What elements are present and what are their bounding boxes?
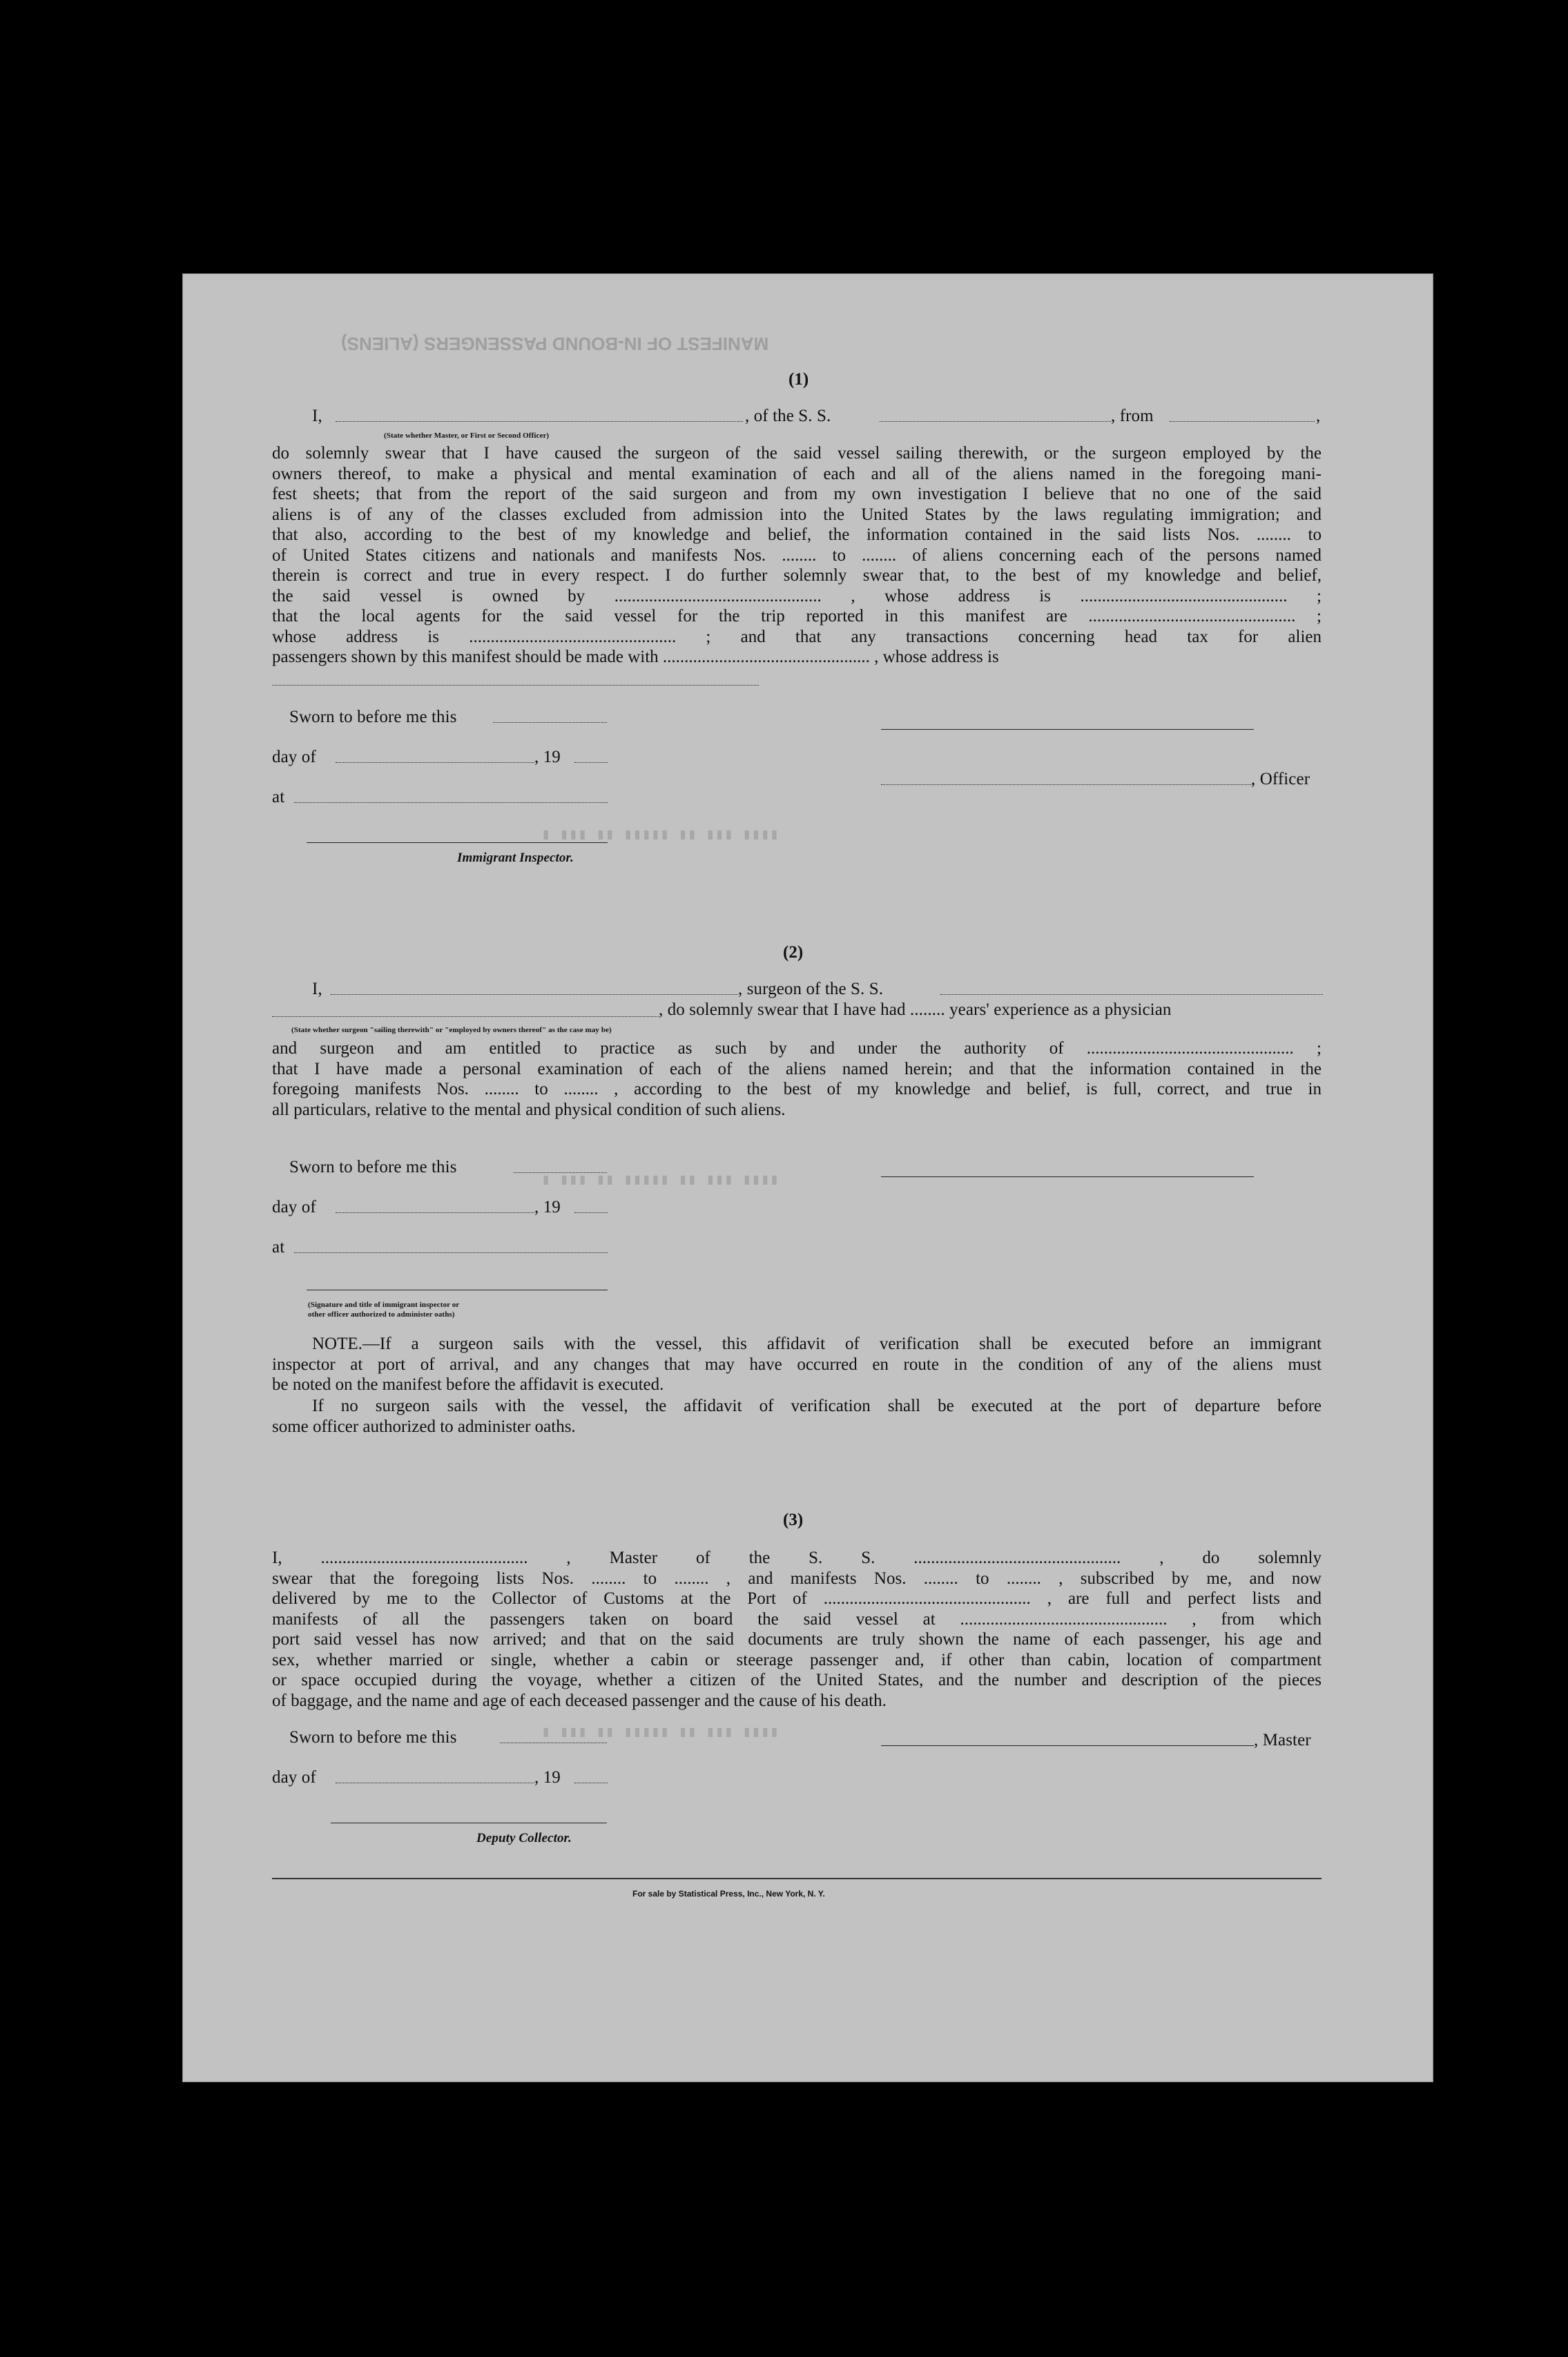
oath-intro: I, — [312, 407, 322, 425]
surgeon-oath-intro: I, — [312, 980, 322, 998]
master-label: , Master — [1254, 1731, 1311, 1749]
note-line: If no surgeon sails with the vessel, the affidavit of verification shall be executed at the port of departure before — [312, 1397, 1322, 1415]
bleed-through-text: ▮ ▮▮▮ ▮▮ ▮▮▮▮▮ ▮▮ ▮▮▮ ▮▮▮▮ — [541, 826, 780, 844]
note-line: some officer authorized to administer oaths. — [272, 1417, 576, 1436]
surgeon-vessel-field[interactable] — [940, 994, 1323, 995]
oath-line: aliens is of any of the classes excluded from admission into the United States by the laws regulating immigration; and — [272, 505, 1322, 524]
surgeon-capacity-note: (State whether surgeon "sailing therewith" or "employed by owners thereof" as the case may be) — [291, 1026, 612, 1034]
oath-line: do solemnly swear that I have caused the surgeon of the said vessel sailing therewith, or the surgeon employed by the — [272, 444, 1322, 463]
inspector-title: Immigrant Inspector. — [457, 851, 574, 865]
oath-line: that I have made a personal examination of each of the aliens named herein; and that the information contained in the — [272, 1059, 1322, 1078]
inspector-signature-line[interactable] — [307, 842, 608, 843]
oath-line: foregoing manifests Nos. ........ to ........ , according to the best of my knowledge and belief, is full, correct, and true in — [272, 1080, 1322, 1098]
oath-line: I, ................................................ , Master of the S. S. ................................................ , do solemnly — [272, 1549, 1322, 1567]
from-port-field[interactable] — [1170, 421, 1315, 422]
note-paragraph-2 — [272, 1396, 1322, 1437]
officer-signature-line-upper[interactable] — [881, 729, 1254, 730]
sworn-date-field[interactable] — [493, 722, 607, 723]
year-label: , 19 — [534, 1768, 561, 1787]
oath-line: all particulars, relative to the mental and physical condition of such aliens. — [272, 1100, 786, 1119]
note-line: inspector at port of arrival, and any changes that may have occurred en route in the condition of any of the aliens must — [272, 1355, 1322, 1374]
officer-label: , Officer — [1251, 770, 1310, 788]
footer-rule — [272, 1878, 1322, 1879]
oath-line: swear that the foregoing lists Nos. ........ to ........ , and manifests Nos. ........ to ........ , subscribed by me, and now — [272, 1569, 1322, 1588]
section-3-oath-text — [272, 1548, 1322, 1711]
bleed-through-header: MANIFEST OF IN-BOUND PASSENGERS (ALIENS) — [341, 333, 769, 354]
sworn-label: Sworn to before me this — [289, 1728, 457, 1747]
bleed-through-text: ▮ ▮▮▮ ▮▮ ▮▮▮▮▮ ▮▮ ▮▮▮ ▮▮▮▮ — [541, 1724, 780, 1741]
section-1-oath-text — [272, 443, 1322, 668]
oath-line: that the local agents for the said vessel for the trip reported in this manifest are ................................................ ; — [272, 607, 1322, 625]
oath-line: or space occupied during the voyage, whether a citizen of the United States, and the number and description of the pieces — [272, 1671, 1322, 1689]
oath-line: of United States citizens and nationals and manifests Nos. ........ to ........ of aliens concerning each of the persons named — [272, 545, 1322, 565]
oath-line: owners thereof, to make a physical and mental examination of each and all of the aliens named in the foregoing mani- — [272, 464, 1322, 483]
day-of-field[interactable] — [336, 762, 534, 763]
master-officer-note: (State whether Master, or First or Second Officer) — [384, 431, 550, 440]
oath-line: passengers shown by this manifest should be made with ................................................ , whose address is — [272, 648, 999, 666]
section-3-heading: (3) — [783, 1511, 804, 1529]
oath-line: of baggage, and the name and age of each deceased passenger and the cause of his death. — [272, 1691, 887, 1710]
collector-title: Deputy Collector. — [476, 1831, 572, 1845]
year-label: , 19 — [534, 748, 561, 766]
sworn-label: Sworn to before me this — [289, 708, 457, 726]
surgeon-signature-line[interactable] — [881, 1176, 1254, 1177]
section-2-heading: (2) — [783, 943, 804, 962]
sworn-date-field[interactable] — [514, 1172, 607, 1173]
signature-note: (Signature and title of immigrant inspector or — [308, 1301, 460, 1309]
oath-line: fest sheets; that from the report of the said surgeon and from my own investigation I believe that no one of the said — [272, 485, 1322, 503]
oath-line: sex, whether married or single, whether a cabin or steerage passenger and, if other than cabin, location of compartment — [272, 1650, 1322, 1669]
line-end: , — [1316, 407, 1321, 425]
oath-line: and surgeon and am entitled to practice as such by and under the authority of ................................................ ; — [272, 1039, 1322, 1058]
oath-line: the said vessel is owned by ................................................ , whose address is ................................................ ; — [272, 586, 1322, 605]
sworn-label: Sworn to before me this — [289, 1158, 457, 1176]
year-field[interactable] — [574, 1212, 608, 1213]
oath-line: delivered by me to the Collector of Customs at the Port of ................................................ , are full and perfect lists and — [272, 1589, 1322, 1608]
printer-imprint: For sale by Statistical Press, Inc., New York, N. Y. — [632, 1889, 825, 1899]
address-field[interactable] — [272, 685, 759, 686]
from-label: , from — [1111, 407, 1154, 425]
signature-note: other officer authorized to administer oaths) — [308, 1310, 455, 1319]
oath-line: that also, according to the best of my knowledge and belief, the information contained in the said lists Nos. ........ to — [272, 525, 1322, 544]
oath-line: manifests of all the passengers taken on board the said vessel at ................................................ , from which — [272, 1609, 1322, 1629]
manifest-page — [182, 273, 1433, 2082]
master-signature-field[interactable] — [881, 1745, 1254, 1746]
note-paragraph-1 — [272, 1334, 1322, 1395]
at-place-field[interactable] — [294, 802, 608, 803]
bleed-through-text: ▮ ▮▮▮ ▮▮ ▮▮▮▮▮ ▮▮ ▮▮▮ ▮▮▮▮ — [541, 1172, 780, 1189]
at-place-field[interactable] — [294, 1252, 608, 1253]
at-label: at — [272, 788, 285, 806]
oath-line: port said vessel has now arrived; and that on the said documents are truly shown the name of each passenger, his age and — [272, 1630, 1322, 1649]
year-label: , 19 — [534, 1198, 561, 1216]
surgeon-experience-line: , do solemnly swear that I have had ........ years' experience as a physician — [659, 1000, 1172, 1019]
officer-name-field[interactable] — [336, 421, 743, 422]
section-2-oath-text — [272, 1038, 1322, 1120]
day-of-field[interactable] — [336, 1212, 534, 1213]
at-label: at — [272, 1238, 285, 1257]
officer-signature-field[interactable] — [881, 784, 1254, 785]
year-field[interactable] — [574, 762, 608, 763]
surgeon-capacity-field[interactable] — [272, 1016, 659, 1017]
note-line: NOTE.—If a surgeon sails with the vessel, this affidavit of verification shall be executed before an immigrant — [312, 1335, 1322, 1353]
day-of-label: day of — [272, 1768, 316, 1787]
vessel-name-field[interactable] — [880, 421, 1111, 422]
of-ss-label: , of the S. S. — [745, 407, 831, 425]
day-of-label: day of — [272, 748, 316, 766]
surgeon-name-field[interactable] — [331, 994, 738, 995]
note-line: be noted on the manifest before the affidavit is executed. — [272, 1375, 664, 1394]
day-of-label: day of — [272, 1198, 316, 1216]
oath-line: whose address is ................................................ ; and that any transactions concerning head tax for alien — [272, 627, 1322, 646]
surgeon-of-label: , surgeon of the S. S. — [738, 980, 884, 998]
oath-line: therein is correct and true in every respect. I do further solemnly swear that, to the best of my knowledge and belief, — [272, 566, 1322, 585]
section-1-heading: (1) — [788, 370, 809, 389]
